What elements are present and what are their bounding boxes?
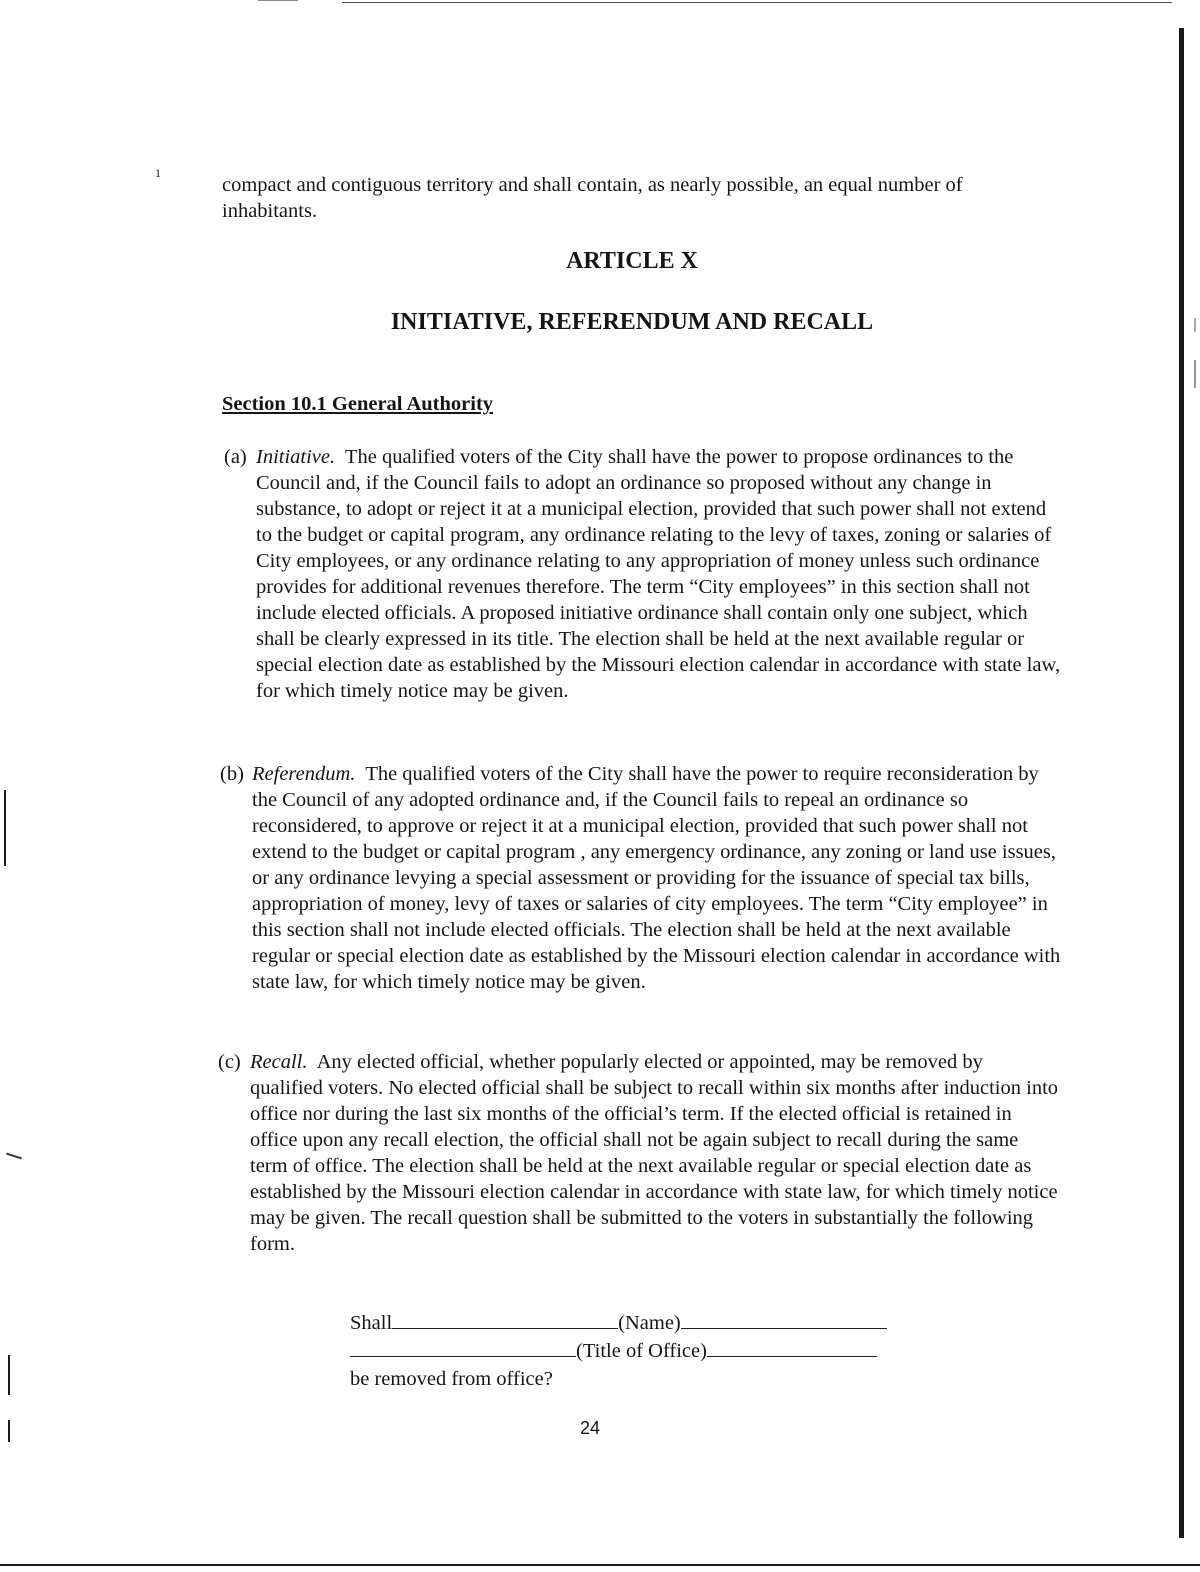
paragraph-recall [218, 1049, 1060, 1257]
paragraph-label: (a) [224, 446, 247, 468]
paragraph-term: Initiative. [256, 446, 336, 468]
shall-label: Shall [350, 1312, 393, 1334]
scan-artifact-top-rule [342, 2, 1172, 3]
paragraph-text: The qualified voters of the City shall have the power to require reconsideration by the Council of any adopted ordinance and, if the Council fails to repeal an ordinance so reconsidered, to approve or reject it at a municipal election, provided that such power shall not extend to the budget or capital program , any emergency ordinance, any zoning or land use issues, or any ordinance levying a special assessment or providing for the issuance of special tax bills, appropriation of money, levy of taxes or salaries of city employees. The term “City employee” in this section shall not include elected officials. The election shall be held at the next available regular or special election date as established by the Missouri election calendar in accordance with state law, for which timely notice may be given. [252, 763, 1061, 993]
title-blank [350, 1338, 576, 1357]
scan-artifact-right-mark-2 [1194, 318, 1196, 332]
recall-form-name-line [350, 1309, 887, 1337]
recall-form-closing: be removed from office? [350, 1368, 553, 1390]
scan-artifact-left-mark [4, 790, 6, 866]
paragraph-referendum [220, 761, 1062, 995]
name-blank [392, 1310, 618, 1329]
paragraph-text: The qualified voters of the City shall have the power to propose ordinances to the Council and, if the Council fails to adopt an ordinance so proposed without any change in substance, to adopt or reject it at a municipal election, provided that such power shall not extend to the budget or capital program, any ordinance relating to the levy of taxes, zoning or salaries of City employees, or any ordinance relating to any appropriation of money unless such ordinance provides for additional revenues therefore. The term “City employees” in this section shall not include elected officials. A proposed initiative ordinance shall contain only one subject, which shall be clearly expressed in its title. The election shall be held at the next available regular or special election date as established by the Missouri election calendar in accordance with state law, for which timely notice may be given. [256, 446, 1061, 702]
title-of-office-label: (Title of Office) [576, 1340, 707, 1362]
scan-artifact-left-tick [6, 1153, 22, 1160]
page-number: 24 [579, 1418, 601, 1438]
article-subtitle: INITIATIVE, REFERENDUM AND RECALL [390, 309, 874, 335]
paragraph-term: Referendum. [252, 763, 356, 785]
margin-mark: 1 [155, 166, 161, 180]
intro-text: compact and contiguous territory and shall contain, as nearly possible, an equal number of inhabitants. [222, 174, 963, 222]
scan-artifact-left-mark [8, 1355, 10, 1395]
paragraph-label: (b) [220, 763, 244, 785]
scan-artifact-right-border [1179, 28, 1184, 1538]
recall-ballot-form [350, 1309, 887, 1393]
name-blank-trailing [681, 1310, 887, 1329]
paragraph-label: (c) [218, 1051, 241, 1073]
recall-form-title-line [350, 1337, 887, 1365]
paragraph-term: Recall. [250, 1051, 308, 1073]
scan-artifact-right-mark [1194, 360, 1196, 388]
scan-artifact-top-left [258, 0, 298, 1]
scan-artifact-left-mark [8, 1420, 10, 1442]
scan-artifact-bottom-rule [0, 1564, 1200, 1566]
name-label: (Name) [618, 1312, 681, 1334]
article-title: ARTICLE X [566, 248, 698, 274]
paragraph-initiative [224, 444, 1066, 704]
paragraph-text: Any elected official, whether popularly elected or appointed, may be removed by qualified voters. No elected official shall be subject to recall within six months after induction into office nor during the last six months of the official’s term. If the elected official is retained in office upon any recall election, the official shall not be again subject to recall during the same term of office. The election shall be held at the next available regular or special election date as established by the Missouri election calendar in accordance with state law, for which timely notice may be given. The recall question shall be submitted to the voters in substantially the following form. [250, 1051, 1059, 1255]
title-blank-trailing [707, 1338, 877, 1357]
section-heading: Section 10.1 General Authority [222, 393, 494, 415]
